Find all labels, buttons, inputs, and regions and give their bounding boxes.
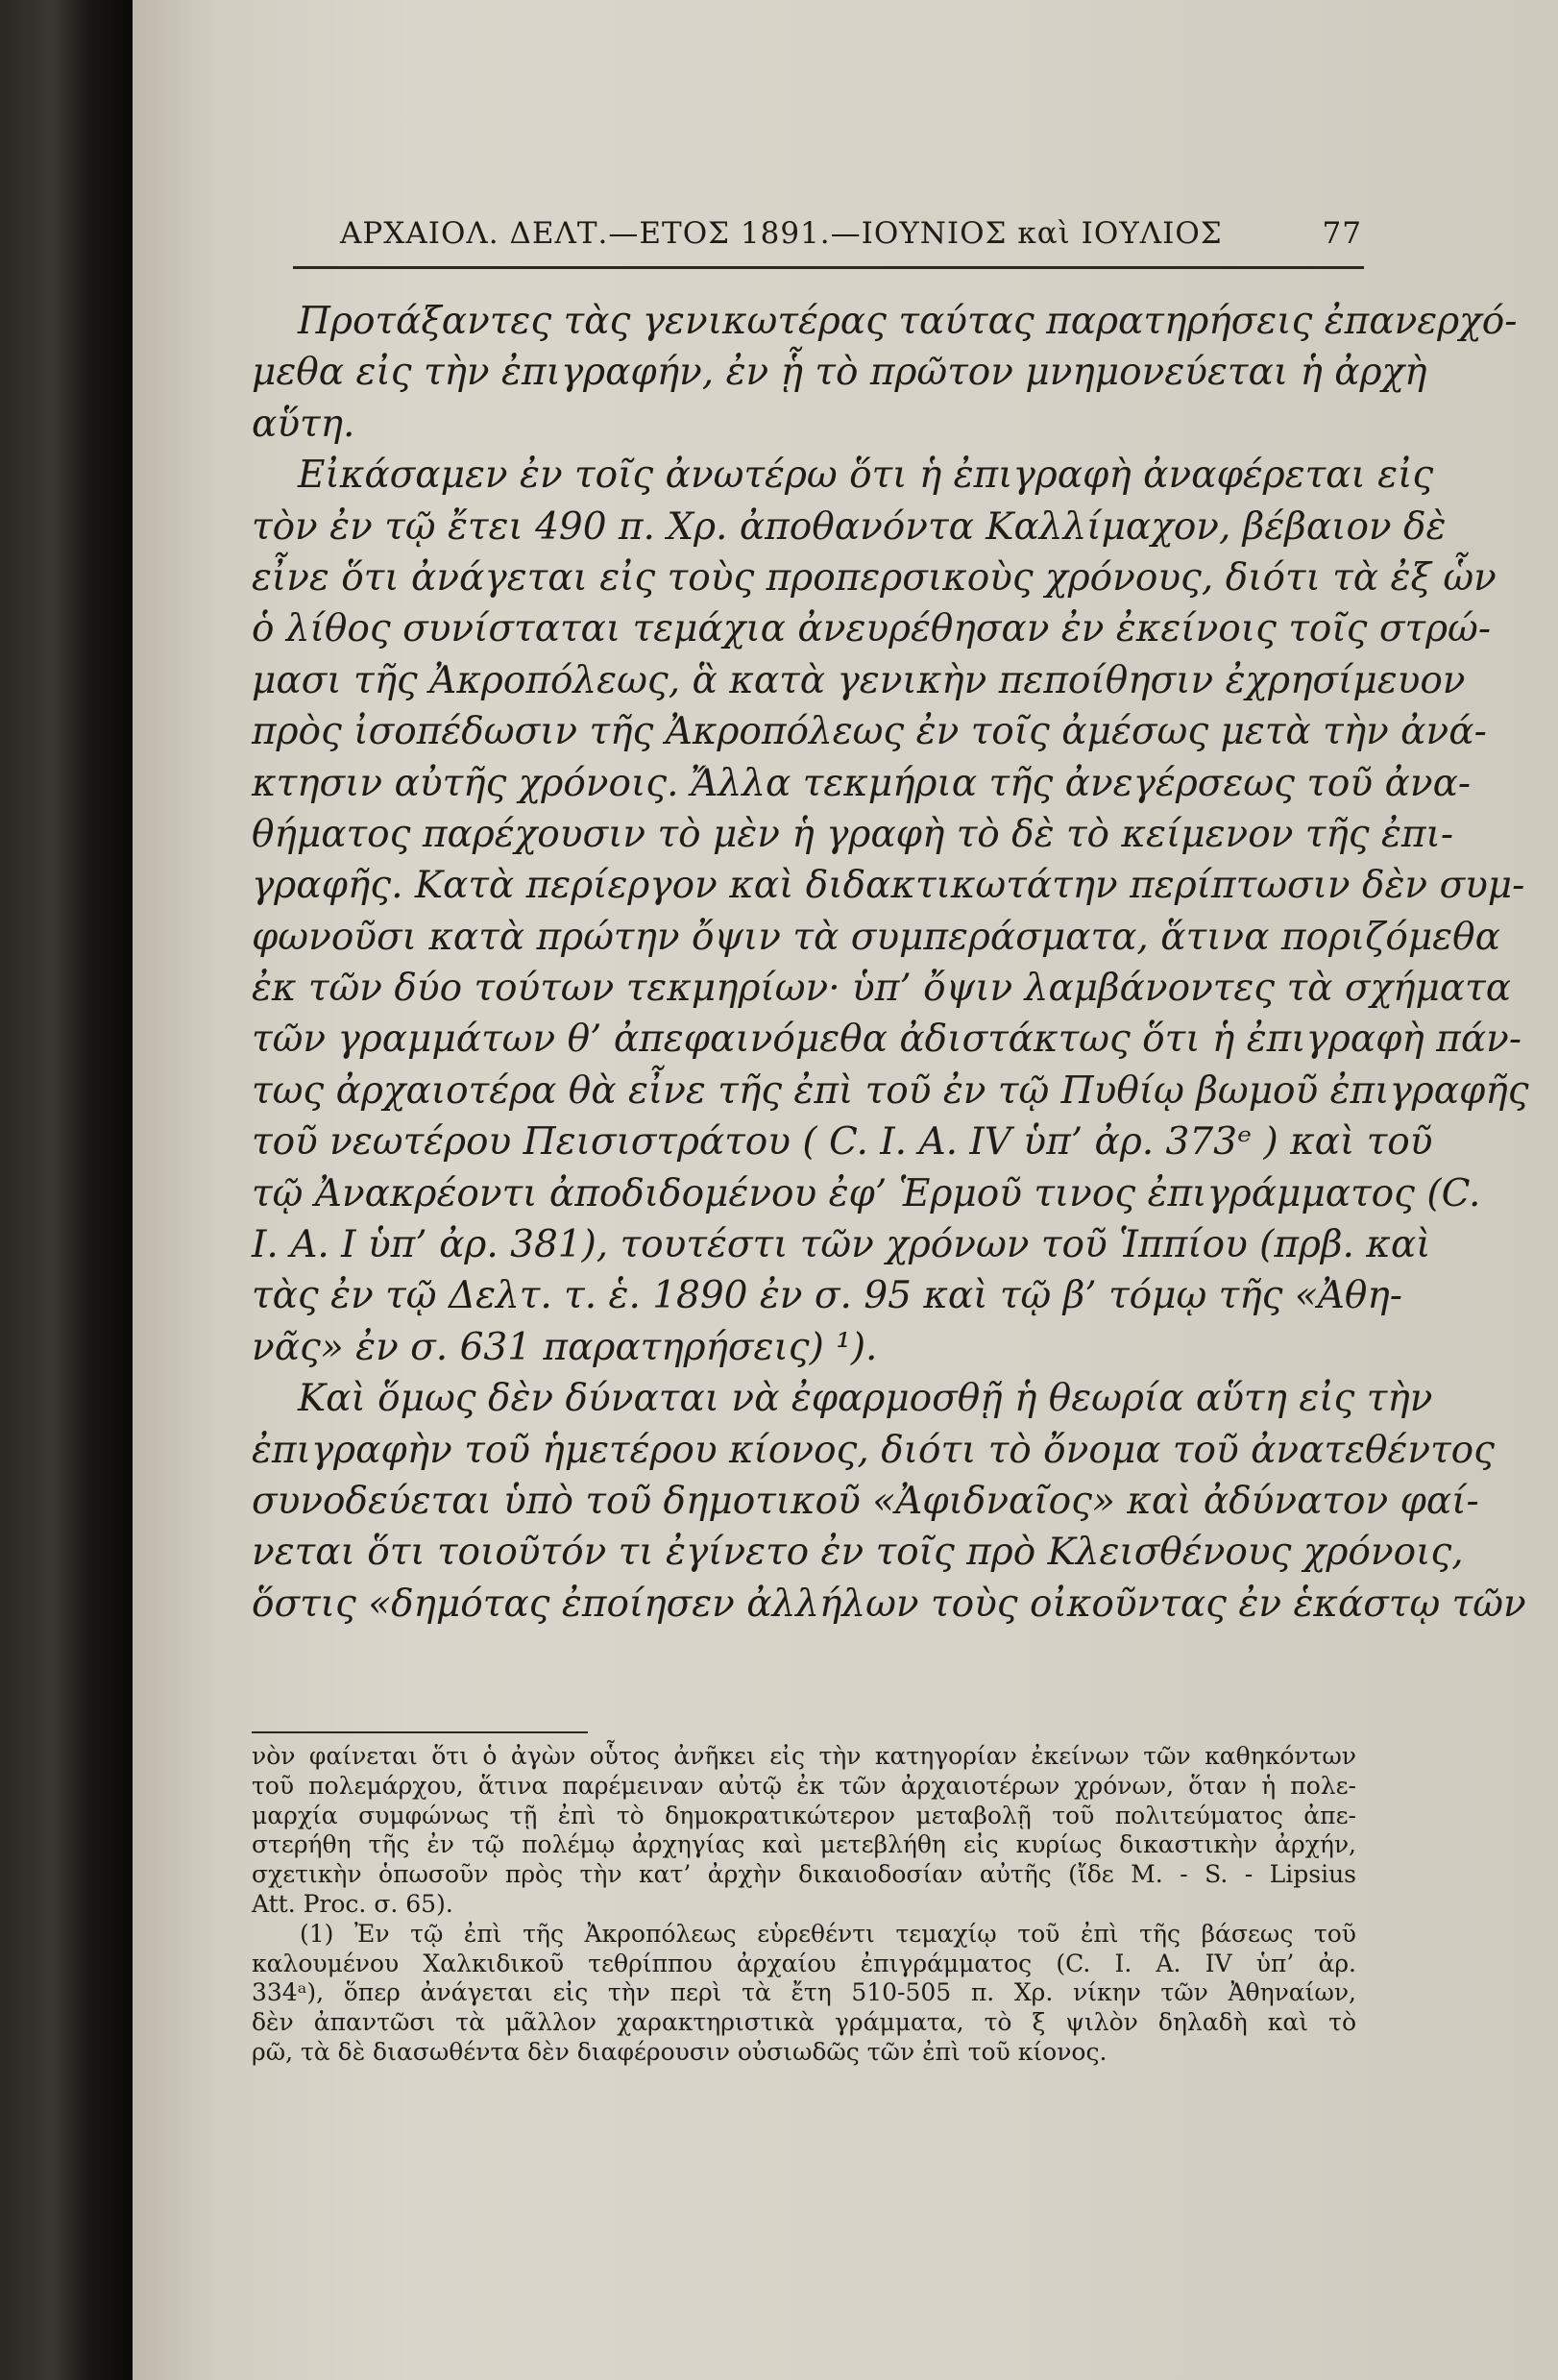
- footnote-line: νὸν φαίνεται ὅτι ὁ ἀγὼν οὗτος ἀνῆκει εἰς τὴν κατηγορίαν ἐκείνων τῶν καθηκόντων: [252, 1742, 1356, 1770]
- text-line: τως ἀρχαιοτέρα θὰ εἶνε τῆς ἐπὶ τοῦ ἐν τῷ Πυθίῳ βωμοῦ ἐπιγραφῆς: [252, 1068, 1529, 1113]
- text-line: πρὸς ἰσοπέδωσιν τῆς Ἀκροπόλεως ἐν τοῖς ἀμέσως μετὰ τὴν ἀνά-: [252, 710, 1487, 754]
- text-line: τῷ Ἀνακρέοντι ἀποδιδομένου ἐφ’ Ἑρμοῦ τινος ἐπιγράμματος (C.: [252, 1171, 1481, 1215]
- running-header: [340, 216, 1362, 251]
- book-gutter: [0, 0, 133, 2380]
- text-line: I. A. I ὑπ’ ἀρ. 381), τουτέστι τῶν χρόνων τοῦ Ἱππίου (πρβ. καὶ: [252, 1223, 1431, 1267]
- text-line: Καὶ ὅμως δὲν δύναται νὰ ἐφαρμοσθῇ ἡ θεωρία αὕτη εἰς τὴν: [298, 1377, 1433, 1421]
- text-line: τὸν ἐν τῷ ἔτει 490 π. Χρ. ἀποθανόντα Καλλίμαχον, βέβαιον δὲ: [252, 504, 1447, 549]
- text-line: κτησιν αὐτῆς χρόνοις. Ἄλλα τεκμήρια τῆς ἀνεγέρσεως τοῦ ἀνα-: [252, 761, 1472, 805]
- text-line: τῶν γραμμάτων θ’ ἀπεφαινόμεθα ἀδιστάκτως ὅτι ἡ ἐπιγραφὴ πάν-: [252, 1018, 1522, 1062]
- text-line: νᾶς» ἐν σ. 631 παρατηρήσεις) ¹).: [252, 1325, 878, 1369]
- text-line: ὁ λίθος συνίσταται τεμάχια ἀνευρέθησαν ἐν ἐκείνοις τοῖς στρώ-: [252, 607, 1492, 651]
- main-text: [252, 296, 1529, 1630]
- footnote-line: 334ᵃ), ὅπερ ἀνάγεται εἰς τὴν περὶ τὰ ἔτη 510-505 π. Χρ. νίκην τῶν Ἀθηναίων,: [252, 1978, 1356, 2007]
- footnote-line: (1) Ἐν τῷ ἐπὶ τῆς Ἀκροπόλεως εὑρεθέντι τεμαχίῳ τοῦ ἐπὶ τῆς βάσεως τοῦ: [300, 1919, 1356, 1948]
- text-line: ὅστις «δημότας ἐποίησεν ἀλλήλων τοὺς οἰκοῦντας ἐν ἑκάστῳ τῶν: [252, 1582, 1526, 1626]
- footnote-line: καλουμένου Χαλκιδικοῦ τεθρίππου ἀρχαίου ἐπιγράμματος (C. I. A. IV ὑπ’ ἀρ.: [252, 1949, 1356, 1977]
- footnote-line: σχετικὴν ὁπωσοῦν πρὸς τὴν κατ’ ἀρχὴν δικαιοδοσίαν αὐτῆς (ἴδε M. - S. - Lipsius: [252, 1860, 1356, 1889]
- text-line: Εἰκάσαμεν ἐν τοῖς ἀνωτέρω ὅτι ἡ ἐπιγραφὴ ἀναφέρεται εἰς: [298, 454, 1434, 498]
- text-line: γραφῆς. Κατὰ περίεργον καὶ διδακτικωτάτην περίπτωσιν δὲν συμ-: [252, 864, 1525, 908]
- footnote-line: δὲν ἀπαντῶσι τὰ μᾶλλον χαρακτηριστικὰ γράμματα, τὸ ξ ψιλὸν δηλαδὴ καὶ τὸ: [252, 2008, 1356, 2037]
- text-line: μεθα εἰς τὴν ἐπιγραφήν, ἐν ᾗ τὸ πρῶτον μνημονεύεται ἡ ἀρχὴ: [252, 351, 1427, 395]
- text-line: μασι τῆς Ἀκροπόλεως, ἃ κατὰ γενικὴν πεποίθησιν ἐχρησίμευον: [252, 658, 1466, 702]
- header-rule: [293, 266, 1364, 269]
- footnote-line: Att. Proc. σ. 65).: [252, 1889, 453, 1918]
- text-line: τὰς ἐν τῷ Δελτ. τ. ἑ. 1890 ἐν σ. 95 καὶ τῷ β’ τόμῳ τῆς «Ἀθη-: [252, 1274, 1402, 1318]
- text-line: νεται ὅτι τοιοῦτόν τι ἐγίνετο ἐν τοῖς πρὸ Κλεισθένους χρόνοις,: [252, 1531, 1464, 1575]
- footnote-line: στερήθη τῆς ἐν τῷ πολέμῳ ἀρχηγίας καὶ μετεβλήθη εἰς κυρίως δικαστικὴν ἀρχήν,: [252, 1830, 1356, 1859]
- text-line: ἐκ τῶν δύο τούτων τεκμηρίων· ὑπ’ ὄψιν λαμβάνοντες τὰ σχήματα: [252, 967, 1512, 1011]
- text-line: ἐπιγραφὴν τοῦ ἡμετέρου κίονος, διότι τὸ ὄνομα τοῦ ἀνατεθέντος: [252, 1428, 1495, 1472]
- footnote-line: ρῶ, τὰ δὲ διασωθέντα δὲν διαφέρουσιν οὐσιωδῶς τῶν ἐπὶ τοῦ κίονος.: [252, 2037, 1108, 2066]
- running-title: ΑΡΧΑΙΟΛ. ΔΕΛΤ.—ΕΤΟΣ 1891.—ΙΟΥΝΙΟΣ καὶ ΙΟΥΛΙΟΣ: [340, 216, 1223, 251]
- text-line: αὕτη.: [252, 402, 355, 446]
- page-number: 77: [1322, 216, 1362, 251]
- text-line: συνοδεύεται ὑπὸ τοῦ δημοτικοῦ «Ἀφιδναῖος» καὶ ἀδύνατον φαί-: [252, 1479, 1479, 1523]
- footnote-rule: [252, 1731, 588, 1733]
- text-line: τοῦ νεωτέρου Πεισιστράτου ( C. I. A. IV ὑπ’ ἀρ. 373ᵉ ) καὶ τοῦ: [252, 1120, 1433, 1165]
- footnotes: [252, 1742, 1356, 2068]
- footnote-line: μαρχία συμφώνως τῇ ἐπὶ τὸ δημοκρατικώτερον μεταβολῇ τοῦ πολιτεύματος ἀπε-: [252, 1801, 1356, 1829]
- text-line: φωνοῦσι κατὰ πρώτην ὄψιν τὰ συμπεράσματα, ἅτινα ποριζόμεθα: [252, 915, 1500, 959]
- text-line: Προτάξαντες τὰς γενικωτέρας ταύτας παρατηρήσεις ἐπανερχό-: [298, 300, 1518, 343]
- footnote-line: τοῦ πολεμάρχου, ἅτινα παρέμειναν αὐτῷ ἐκ τῶν ἀρχαιοτέρων χρόνων, ὅταν ἡ πολε-: [252, 1771, 1356, 1800]
- text-line: θήματος παρέχουσιν τὸ μὲν ἡ γραφὴ τὸ δὲ τὸ κείμενον τῆς ἐπι-: [252, 812, 1454, 856]
- text-line: εἶνε ὅτι ἀνάγεται εἰς τοὺς προπερσικοὺς χρόνους, διότι τὰ ἐξ ὧν: [252, 555, 1497, 600]
